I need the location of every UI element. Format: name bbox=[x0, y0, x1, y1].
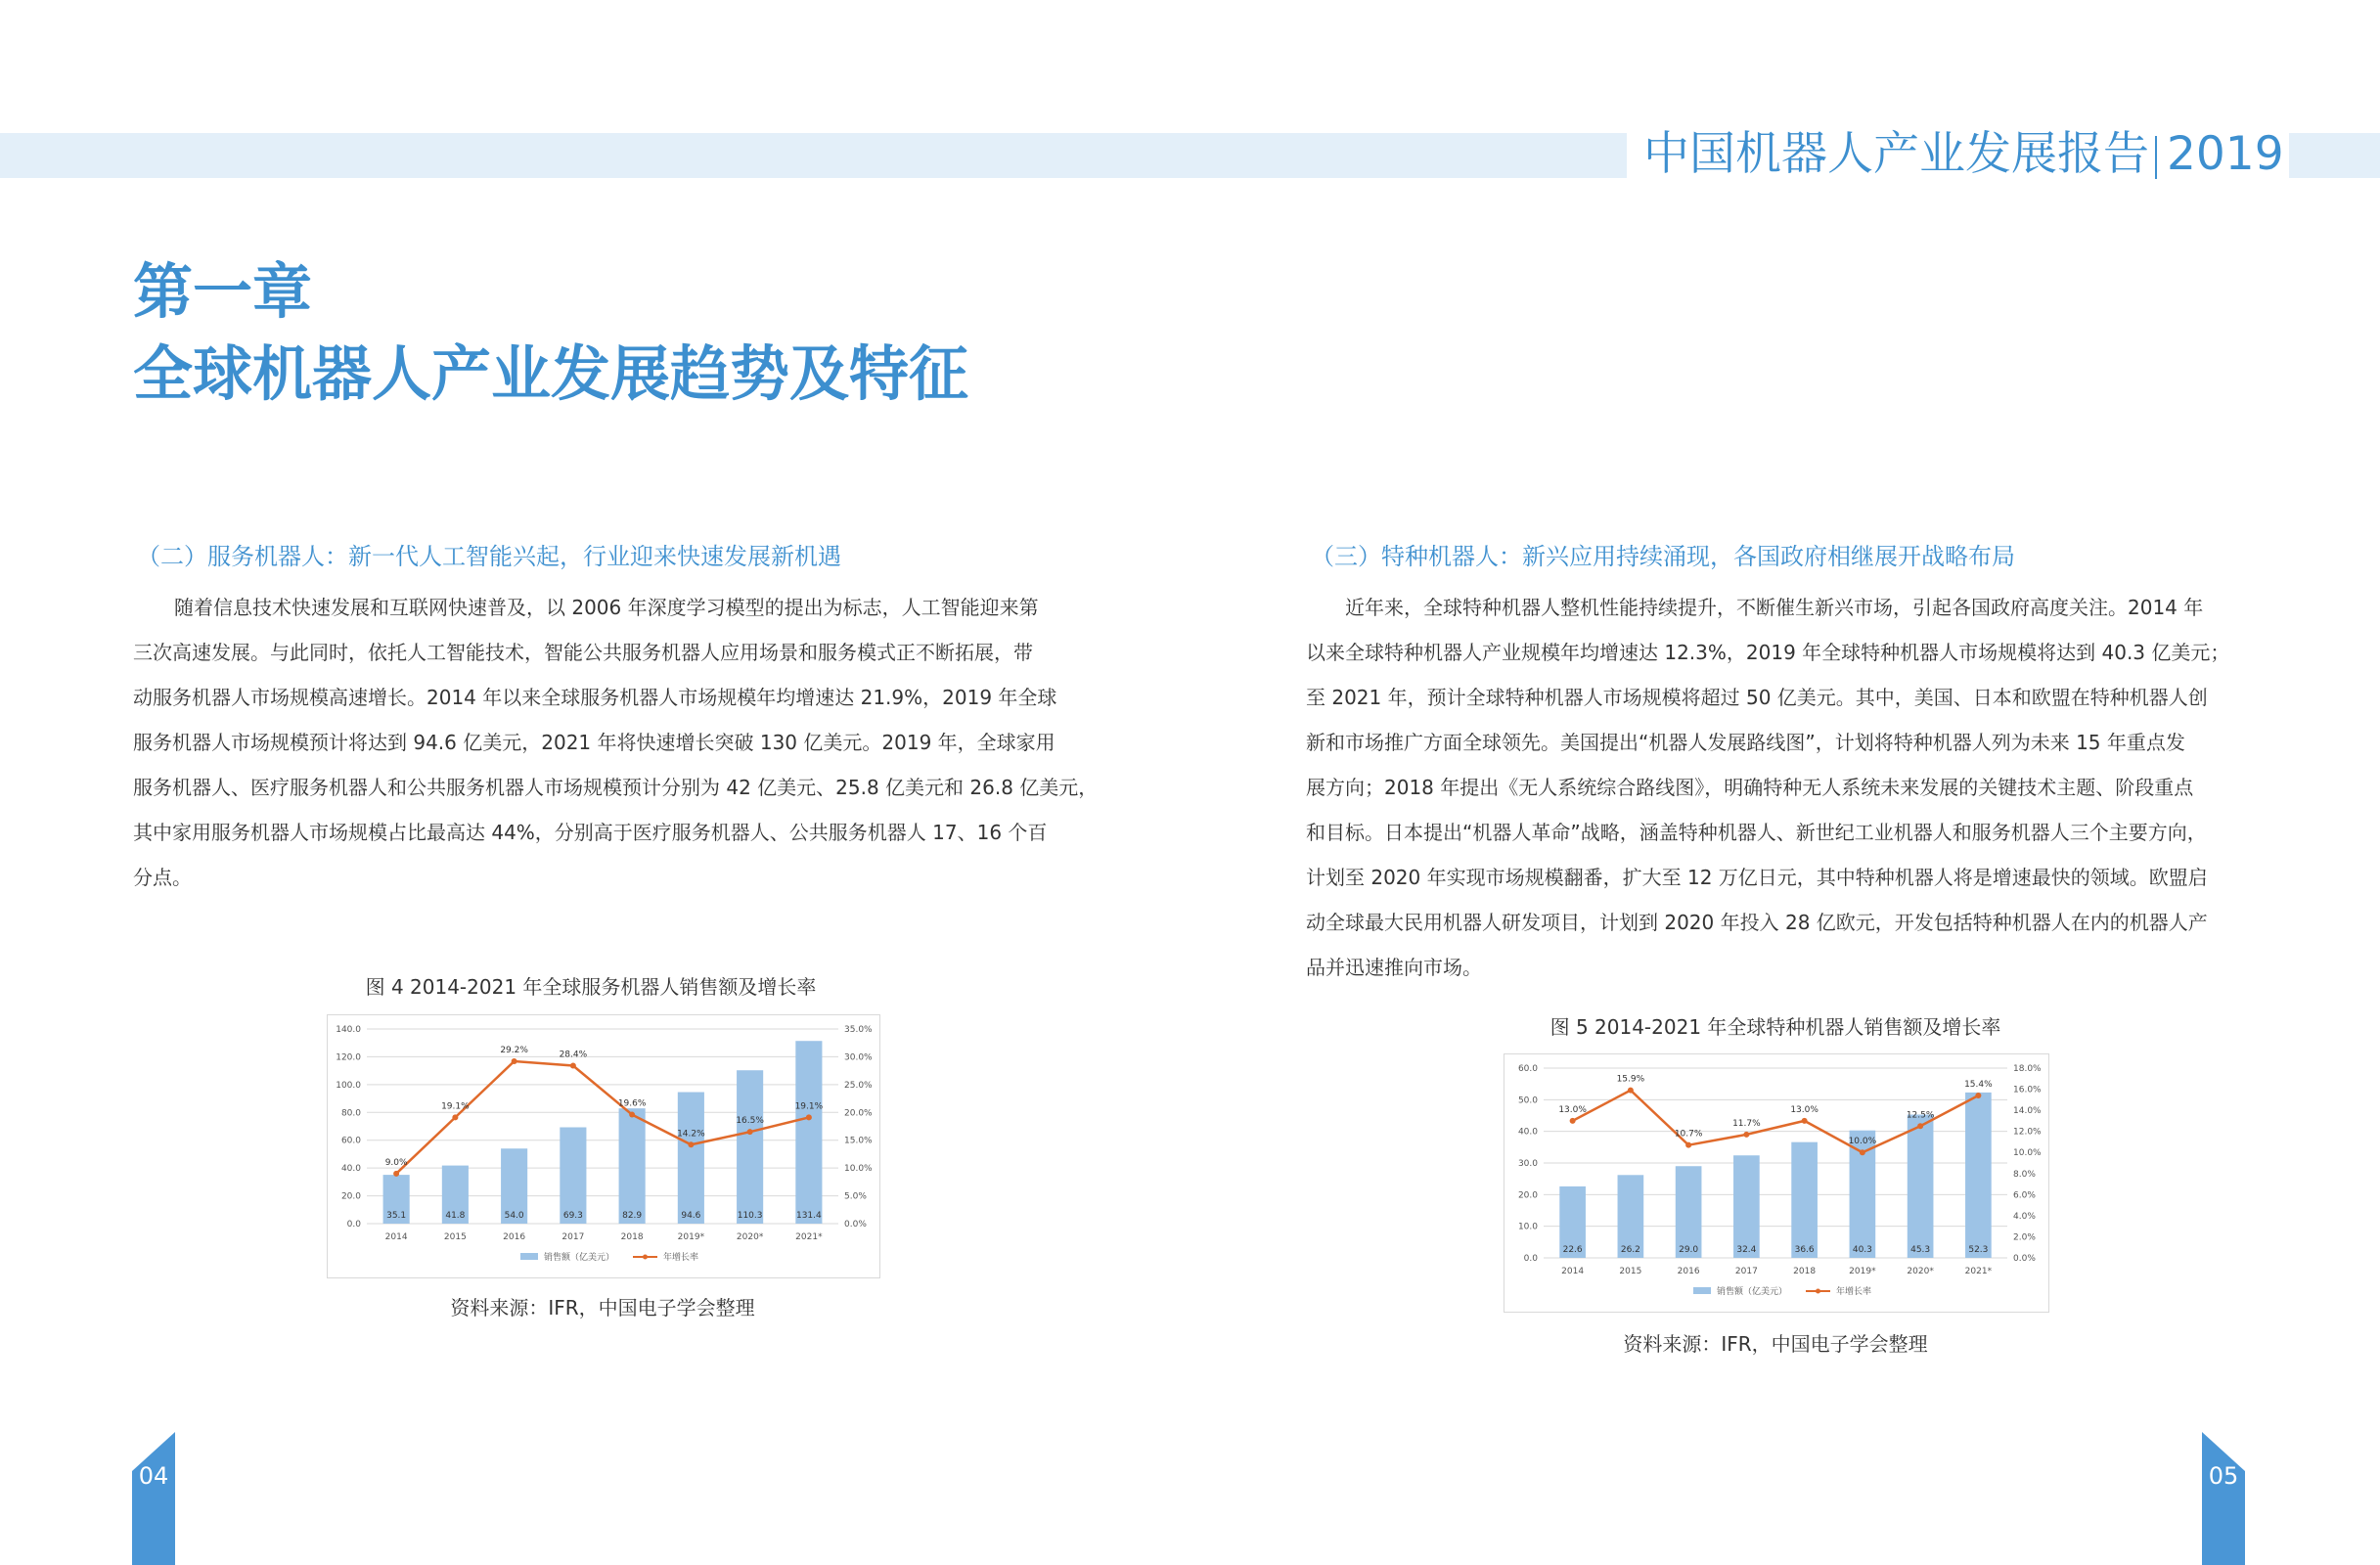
growth-rate-label: 13.0% bbox=[1790, 1104, 1819, 1115]
right-paragraph-line: 动全球最大民用机器人研发项目，计划到 2020 年投入 28 亿欧元，开发包括特种机器人在内的机器人产 bbox=[1306, 911, 2208, 934]
y2-tick-label: 10.0% bbox=[2013, 1148, 2042, 1159]
bar-value-label: 41.8 bbox=[445, 1211, 466, 1221]
growth-rate-point bbox=[747, 1129, 753, 1135]
legend-label-line: 年增长率 bbox=[663, 1253, 699, 1263]
x-tick-label: 2020* bbox=[736, 1232, 764, 1242]
right-paragraph bbox=[1306, 585, 2245, 990]
bar bbox=[1965, 1093, 1992, 1258]
page-number-right: 05 bbox=[2208, 1462, 2239, 1490]
growth-rate-point bbox=[1975, 1093, 1981, 1098]
growth-rate-label: 19.1% bbox=[441, 1101, 470, 1112]
y-tick-label: 60.0 bbox=[1517, 1064, 1538, 1074]
x-tick-label: 2019* bbox=[1849, 1267, 1876, 1276]
right-paragraph-line: 和目标。日本提出“机器人革命”战略，涵盖特种机器人、新世纪工业机器人和服务机器人三个主要方向， bbox=[1306, 821, 2207, 844]
x-tick-label: 2015 bbox=[443, 1232, 467, 1242]
legend-label-bar: 销售额（亿美元） bbox=[1717, 1287, 1788, 1297]
bar-value-label: 36.6 bbox=[1794, 1245, 1815, 1255]
y-tick-label: 120.0 bbox=[336, 1052, 361, 1063]
y-tick-label: 20.0 bbox=[340, 1191, 361, 1202]
y2-tick-label: 30.0% bbox=[844, 1052, 873, 1063]
header-band bbox=[0, 133, 1627, 178]
growth-rate-point bbox=[1917, 1123, 1923, 1129]
y-tick-label: 140.0 bbox=[336, 1025, 361, 1035]
y2-tick-label: 10.0% bbox=[844, 1164, 873, 1175]
bar-value-label: 94.6 bbox=[681, 1211, 701, 1221]
growth-rate-point bbox=[1628, 1088, 1634, 1094]
legend-swatch-bar bbox=[520, 1253, 538, 1260]
y2-tick-label: 8.0% bbox=[2013, 1169, 2036, 1180]
bar-value-label: 82.9 bbox=[622, 1211, 643, 1221]
y-tick-label: 50.0 bbox=[1517, 1096, 1538, 1106]
growth-rate-point bbox=[1802, 1118, 1808, 1124]
bar bbox=[1676, 1166, 1702, 1258]
x-tick-label: 2020* bbox=[1907, 1267, 1934, 1276]
legend-label-bar: 销售额（亿美元） bbox=[544, 1253, 615, 1263]
y-tick-label: 100.0 bbox=[336, 1080, 361, 1091]
y2-tick-label: 16.0% bbox=[2013, 1085, 2042, 1096]
left-paragraph-line: 服务机器人市场规模预计将达到 94.6 亿美元，2021 年将快速增长突破 130 亿美元。2019 年，全球家用 bbox=[133, 731, 1055, 754]
growth-rate-point bbox=[393, 1171, 399, 1177]
y2-tick-label: 20.0% bbox=[844, 1108, 873, 1119]
page-number-left: 04 bbox=[138, 1462, 169, 1490]
x-tick-label: 2018 bbox=[1793, 1267, 1817, 1276]
growth-rate-label: 11.7% bbox=[1732, 1118, 1761, 1129]
special-robot-sales-chart bbox=[1504, 1054, 2048, 1312]
bar bbox=[619, 1108, 646, 1224]
bar-value-label: 110.3 bbox=[737, 1211, 763, 1221]
y-tick-label: 0.0 bbox=[1523, 1254, 1538, 1264]
y-tick-label: 10.0 bbox=[1517, 1222, 1538, 1232]
bar bbox=[1908, 1115, 1934, 1258]
right-paragraph-line: 展方向；2018 年提出《无人系统综合路线图》，明确特种无人系统未来发展的关键技术主题、阶段重点 bbox=[1306, 776, 2194, 799]
page-number-tab-left bbox=[132, 1432, 175, 1565]
y-tick-label: 80.0 bbox=[340, 1108, 361, 1119]
bar-value-label: 45.3 bbox=[1910, 1245, 1931, 1255]
figure-5-source: 资料来源：IFR，中国电子学会整理 bbox=[1623, 1332, 1928, 1356]
growth-rate-point bbox=[1685, 1142, 1691, 1148]
bar-value-label: 22.6 bbox=[1562, 1245, 1583, 1255]
y2-tick-label: 0.0% bbox=[844, 1220, 867, 1230]
y2-tick-label: 2.0% bbox=[2013, 1232, 2036, 1243]
x-tick-label: 2014 bbox=[384, 1232, 408, 1242]
growth-rate-point bbox=[570, 1063, 576, 1069]
growth-rate-point bbox=[688, 1141, 694, 1147]
bar bbox=[795, 1041, 822, 1224]
y-tick-label: 40.0 bbox=[1517, 1127, 1538, 1138]
left-paragraph-line: 分点。 bbox=[133, 866, 192, 889]
x-tick-label: 2014 bbox=[1561, 1267, 1585, 1276]
bar-value-label: 35.1 bbox=[386, 1211, 407, 1221]
x-tick-label: 2017 bbox=[1734, 1267, 1758, 1276]
growth-rate-label: 16.5% bbox=[736, 1116, 764, 1127]
x-tick-label: 2021* bbox=[795, 1232, 823, 1242]
growth-rate-label: 9.0% bbox=[384, 1157, 408, 1168]
y-tick-label: 60.0 bbox=[340, 1136, 361, 1146]
y2-tick-label: 0.0% bbox=[2013, 1254, 2036, 1264]
bar bbox=[560, 1127, 586, 1224]
x-tick-label: 2021* bbox=[1964, 1267, 1993, 1276]
legend-swatch-bar bbox=[1693, 1287, 1711, 1294]
growth-rate-label: 13.0% bbox=[1558, 1104, 1587, 1115]
growth-rate-label: 14.2% bbox=[677, 1129, 705, 1140]
figure-5-caption: 图 5 2014-2021 年全球特种机器人销售额及增长率 bbox=[1549, 1015, 2001, 1039]
right-paragraph-line: 至 2021 年，预计全球特种机器人市场规模将超过 50 亿美元。其中，美国、日本和欧盟在特种机器人创 bbox=[1306, 686, 2208, 709]
y2-tick-label: 35.0% bbox=[844, 1025, 873, 1035]
left-section-title: （二）服务机器人：新一代人工智能兴起，行业迎来快速发展新机遇 bbox=[137, 543, 841, 570]
growth-rate-point bbox=[1860, 1149, 1865, 1155]
left-paragraph bbox=[133, 585, 1126, 900]
y2-tick-label: 25.0% bbox=[844, 1080, 873, 1091]
x-tick-label: 2019* bbox=[677, 1232, 705, 1242]
growth-rate-label: 10.0% bbox=[1848, 1137, 1877, 1147]
bar-value-label: 26.2 bbox=[1620, 1245, 1640, 1255]
growth-rate-label: 28.4% bbox=[559, 1050, 588, 1060]
left-paragraph-line: 服务机器人、医疗服务机器人和公共服务机器人市场规模预计分别为 42 亿美元、25.8 亿美元和 26.8 亿美元， bbox=[133, 776, 1099, 799]
growth-rate-point bbox=[629, 1112, 635, 1118]
y-tick-label: 0.0 bbox=[346, 1220, 361, 1230]
growth-rate-point bbox=[1570, 1118, 1576, 1124]
bar-value-label: 40.3 bbox=[1852, 1245, 1872, 1255]
y-tick-label: 30.0 bbox=[1517, 1159, 1538, 1169]
right-paragraph-line: 近年来，全球特种机器人整机性能持续提升，不断催生新兴市场，引起各国政府高度关注。2014 年 bbox=[1345, 596, 2204, 619]
report-year: 2019 bbox=[2167, 127, 2284, 181]
y2-tick-label: 14.0% bbox=[2013, 1106, 2042, 1117]
growth-rate-point bbox=[1743, 1132, 1749, 1138]
bar-value-label: 29.0 bbox=[1679, 1245, 1699, 1255]
bar bbox=[737, 1070, 763, 1224]
bar bbox=[1791, 1142, 1818, 1258]
right-paragraph-line: 以来全球特种机器人产业规模年均增速达 12.3%，2019 年全球特种机器人市场规模将达到 40.3 亿美元； bbox=[1306, 641, 2230, 664]
left-paragraph-line: 随着信息技术快速发展和互联网快速普及，以 2006 年深度学习模型的提出为标志，人工智能迎来第 bbox=[174, 596, 1039, 619]
report-title: 中国机器人产业发展报告 bbox=[1643, 127, 2149, 181]
header-band-end bbox=[2289, 133, 2380, 178]
y2-tick-label: 6.0% bbox=[2013, 1190, 2036, 1201]
right-paragraph-line: 新和市场推广方面全球领先。美国提出“机器人发展路线图”，计划将特种机器人列为未来 15 年重点发 bbox=[1306, 731, 2185, 754]
right-paragraph-line: 计划至 2020 年实现市场规模翻番，扩大至 12 万亿日元，其中特种机器人将是增速最快的领域。欧盟启 bbox=[1306, 866, 2208, 889]
x-tick-label: 2017 bbox=[561, 1232, 585, 1242]
chapter-number: 第一章 bbox=[133, 257, 313, 327]
growth-rate-label: 15.9% bbox=[1616, 1074, 1645, 1085]
y2-tick-label: 4.0% bbox=[2013, 1211, 2036, 1222]
growth-rate-label: 19.6% bbox=[617, 1098, 647, 1109]
growth-rate-label: 19.1% bbox=[794, 1101, 824, 1112]
header-divider bbox=[2155, 136, 2157, 179]
figure-4-chart bbox=[327, 1014, 880, 1278]
x-tick-label: 2016 bbox=[1677, 1267, 1700, 1276]
growth-rate-label: 12.5% bbox=[1906, 1110, 1935, 1121]
left-paragraph-line: 动服务机器人市场规模高速增长。2014 年以来全球服务机器人市场规模年均增速达 21.9%，2019 年全球 bbox=[133, 686, 1057, 709]
page-number-tab-right bbox=[2202, 1432, 2245, 1565]
figure-5-chart bbox=[1504, 1053, 2049, 1313]
growth-rate-label: 29.2% bbox=[500, 1045, 528, 1055]
bar-value-label: 69.3 bbox=[562, 1211, 583, 1221]
legend-swatch-marker bbox=[643, 1255, 648, 1260]
y2-tick-label: 18.0% bbox=[2013, 1064, 2042, 1074]
legend-swatch-marker bbox=[1816, 1289, 1820, 1294]
bar-value-label: 54.0 bbox=[504, 1211, 524, 1221]
legend-label-line: 年增长率 bbox=[1836, 1287, 1872, 1297]
y2-tick-label: 12.0% bbox=[2013, 1127, 2042, 1138]
y2-tick-label: 15.0% bbox=[844, 1136, 873, 1146]
chapter-title: 全球机器人产业发展趋势及特征 bbox=[133, 339, 969, 409]
left-paragraph-line: 其中家用服务机器人市场规模占比最高达 44%，分别高于医疗服务机器人、公共服务机器人 17、16 个百 bbox=[133, 821, 1048, 844]
service-robot-sales-chart bbox=[328, 1015, 879, 1277]
growth-rate-point bbox=[806, 1114, 812, 1120]
y2-tick-label: 5.0% bbox=[844, 1191, 867, 1202]
figure-4-caption: 图 4 2014-2021 年全球服务机器人销售额及增长率 bbox=[365, 975, 817, 999]
left-paragraph-line: 三次高速发展。与此同时，依托人工智能技术，智能公共服务机器人应用场景和服务模式正不断拓展，带 bbox=[133, 641, 1033, 664]
growth-rate-point bbox=[452, 1114, 458, 1120]
y-tick-label: 40.0 bbox=[340, 1164, 361, 1175]
report-header bbox=[1643, 125, 2284, 184]
y-tick-label: 20.0 bbox=[1517, 1190, 1538, 1201]
right-section-title: （三）特种机器人：新兴应用持续涌现，各国政府相继展开战略布局 bbox=[1311, 543, 2015, 570]
figure-4-source: 资料来源：IFR，中国电子学会整理 bbox=[450, 1296, 755, 1319]
bar-value-label: 32.4 bbox=[1736, 1245, 1757, 1255]
right-paragraph-line: 品并迅速推向市场。 bbox=[1306, 956, 1482, 979]
bar bbox=[1733, 1155, 1760, 1258]
growth-rate-label: 15.4% bbox=[1964, 1080, 1993, 1091]
x-tick-label: 2018 bbox=[620, 1232, 644, 1242]
x-tick-label: 2016 bbox=[503, 1232, 526, 1242]
growth-rate-label: 10.7% bbox=[1674, 1129, 1703, 1140]
bar-value-label: 52.3 bbox=[1968, 1245, 1989, 1255]
bar bbox=[678, 1093, 704, 1224]
x-tick-label: 2015 bbox=[1619, 1267, 1642, 1276]
growth-rate-point bbox=[512, 1058, 517, 1064]
bar-value-label: 131.4 bbox=[795, 1211, 822, 1221]
